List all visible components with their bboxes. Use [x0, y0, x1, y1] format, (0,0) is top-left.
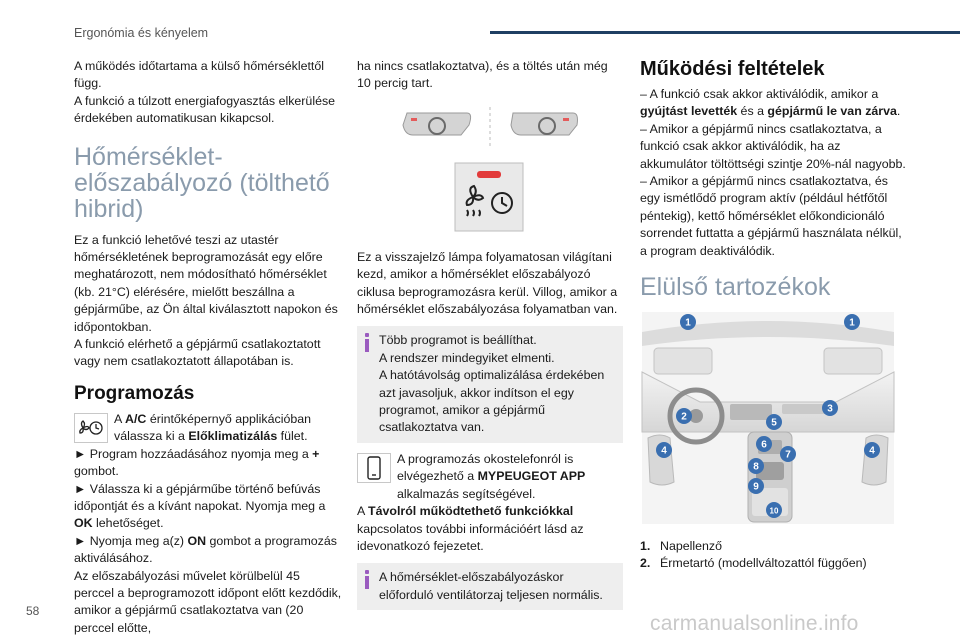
- note-fan-noise-text: A hőmérséklet-előszabályozáskor előforduló ventilátorzaj teljesen normális.: [379, 570, 603, 602]
- step-add-program: ► Program hozzáadásához nyomja meg a + gombot.: [74, 446, 320, 479]
- info-marker-icon: [365, 333, 369, 353]
- callout-1: [680, 314, 696, 330]
- callout-3: [822, 400, 838, 416]
- prog-text-ac: A/C: [125, 411, 147, 426]
- smartphone-icon: [357, 453, 391, 483]
- indicator-description: Ez a visszajelző lámpa folyamatosan világítani kezd, amikor a hőmérséklet előszabályozó ciklusa beprogramozásra kerül. Villog, amikor a hőmérséklet előszabályozása folyamatban van.: [357, 249, 618, 317]
- watermark: carmanualsonline.info: [650, 612, 859, 635]
- continuation-paragraph: ha nincs csatlakoztatva), és a töltés után még 10 percig tart.: [357, 59, 608, 91]
- prog-text-tab: Előklimatizálás: [188, 429, 278, 444]
- note-programs-text: Több programot is beállíthat. A rendszer mindegyiket elmenti. A hatótávolság optimalizálása érdekében azt javasoljuk, akkor indítson el egy programot, amikor a gépjármű csatlakoztatva van.: [379, 333, 605, 435]
- svg-text:10: 10: [769, 506, 779, 516]
- heading-programming: Programozás: [74, 382, 195, 404]
- preconditioning-availability: A funkció elérhető a gépjármű csatlakoztatott vagy nem csatlakoztatott állapotában is.: [74, 337, 321, 369]
- info-marker-icon: [365, 570, 369, 590]
- callout-9: [748, 478, 764, 494]
- fan-clock-icon: [74, 413, 108, 443]
- legend-item: 2. Érmetartó (modellváltozattól függően): [640, 556, 867, 571]
- svg-text:4: 4: [869, 445, 875, 457]
- callout-1: [844, 314, 860, 330]
- section-title: Ergonómia és kényelem: [74, 26, 209, 40]
- svg-text:5: 5: [771, 417, 777, 429]
- prog-text-e: fület.: [277, 429, 308, 444]
- remote-functions-reference: A Távolról működtethető funkciókkal kapcsolatos további információért lásd az idevonatkozó fejezetet.: [357, 504, 584, 553]
- callout-10: [766, 502, 782, 518]
- svg-text:1: 1: [849, 317, 855, 329]
- svg-text:8: 8: [753, 461, 759, 473]
- svg-text:9: 9: [753, 481, 759, 493]
- indicator-lamp-figure: [357, 157, 623, 237]
- callout-8: [748, 458, 764, 474]
- left-mirror-illustration: [403, 113, 471, 135]
- mirror-indicator-figure: [357, 101, 623, 153]
- svg-text:7: 7: [785, 449, 791, 461]
- column-1: [74, 58, 342, 637]
- fittings-legend: [640, 538, 908, 573]
- step-select-time: ► Válassza ki a gépjárműbe történő befúvás időpontját és a kívánt napokat. Nyomja meg a OK lehetőséget.: [74, 481, 326, 531]
- heading-operating-conditions: Működési feltételek: [640, 58, 825, 80]
- condition-3: – Amikor a gépjármű nincs csatlakoztatva, és egy ismétlődő program aktív (például hétfőtől péntekig), kettő hőmérséklet előkondicionáló sorrendet futtatta a gépjármű használata nélkül, a program deaktiválódik.: [640, 174, 902, 258]
- dashboard-illustration: [640, 312, 896, 524]
- heading-preconditioning: Hőmérséklet-előszabályozó (tölthető hibrid): [74, 142, 330, 223]
- svg-text:3: 3: [827, 403, 833, 415]
- header-accent-bar: [490, 31, 960, 34]
- callout-6: [756, 436, 772, 452]
- svg-text:1: 1: [685, 317, 691, 329]
- column-2: [357, 58, 623, 618]
- intro-paragraph-1: A működés időtartama a külső hőmérséklettől függ.: [74, 59, 325, 91]
- column-3: [640, 58, 908, 573]
- info-note-programs: [357, 326, 623, 442]
- step-activate: ► Nyomja meg a(z) ON gombot a programozás aktiválásához.: [74, 533, 337, 566]
- intro-paragraph-2: A funkció a túlzott energiafogyasztás elkerülése érdekében automatikusan kikapcsol.: [74, 93, 336, 126]
- info-note-fan-noise: [357, 563, 623, 610]
- condition-1: – A funkció csak akkor aktiválódik, amikor a gyújtást levették és a gépjármű le van zárva.: [640, 87, 901, 119]
- page-number: 58: [26, 604, 40, 618]
- right-mirror-illustration: [511, 113, 578, 135]
- callout-5: [766, 414, 782, 430]
- preconditioning-description: Ez a funkció lehetővé teszi az utastér hőmérsékletének beprogramozását egy előre meghatározott, nem módosítható hőmérséklet (kb. 21°C) elérésére, mielőtt beszállna a gépjárműbe, az Ön által kiválasztott napokon és időpontokban.: [74, 232, 338, 334]
- callout-4: [864, 442, 880, 458]
- callout-7: [780, 446, 796, 462]
- condition-2: – Amikor a gépjármű nincs csatlakoztatva, a funkció csak akkor aktiválódik, ha az akkumulátor töltöttségi szintje 20%-nál nagyobb.: [640, 121, 906, 171]
- svg-text:2: 2: [681, 411, 687, 423]
- prog-text-a: A: [114, 411, 126, 426]
- callout-4: [656, 442, 672, 458]
- svg-text:6: 6: [761, 439, 767, 451]
- heading-front-fittings: Elülső tartozékok: [640, 273, 831, 302]
- timing-paragraph: Az előszabályozási művelet körülbelül 45 perccel a beprogramozott időpont előtt kezdődik, amikor a gépjármű csatlakoztatva van (20 perccel előtte,: [74, 568, 342, 635]
- programming-instruction: [74, 411, 342, 446]
- legend-item: 1. Napellenző: [640, 539, 722, 554]
- callout-2: [676, 408, 692, 424]
- smartphone-instruction: A programozás okostelefonról is elvégezhető a MYPEUGEOT APP alkalmazás segítségével.: [357, 451, 623, 503]
- svg-text:4: 4: [661, 445, 667, 457]
- prog-text-c: érintőképernyő applikációban válassza ki a: [114, 411, 312, 444]
